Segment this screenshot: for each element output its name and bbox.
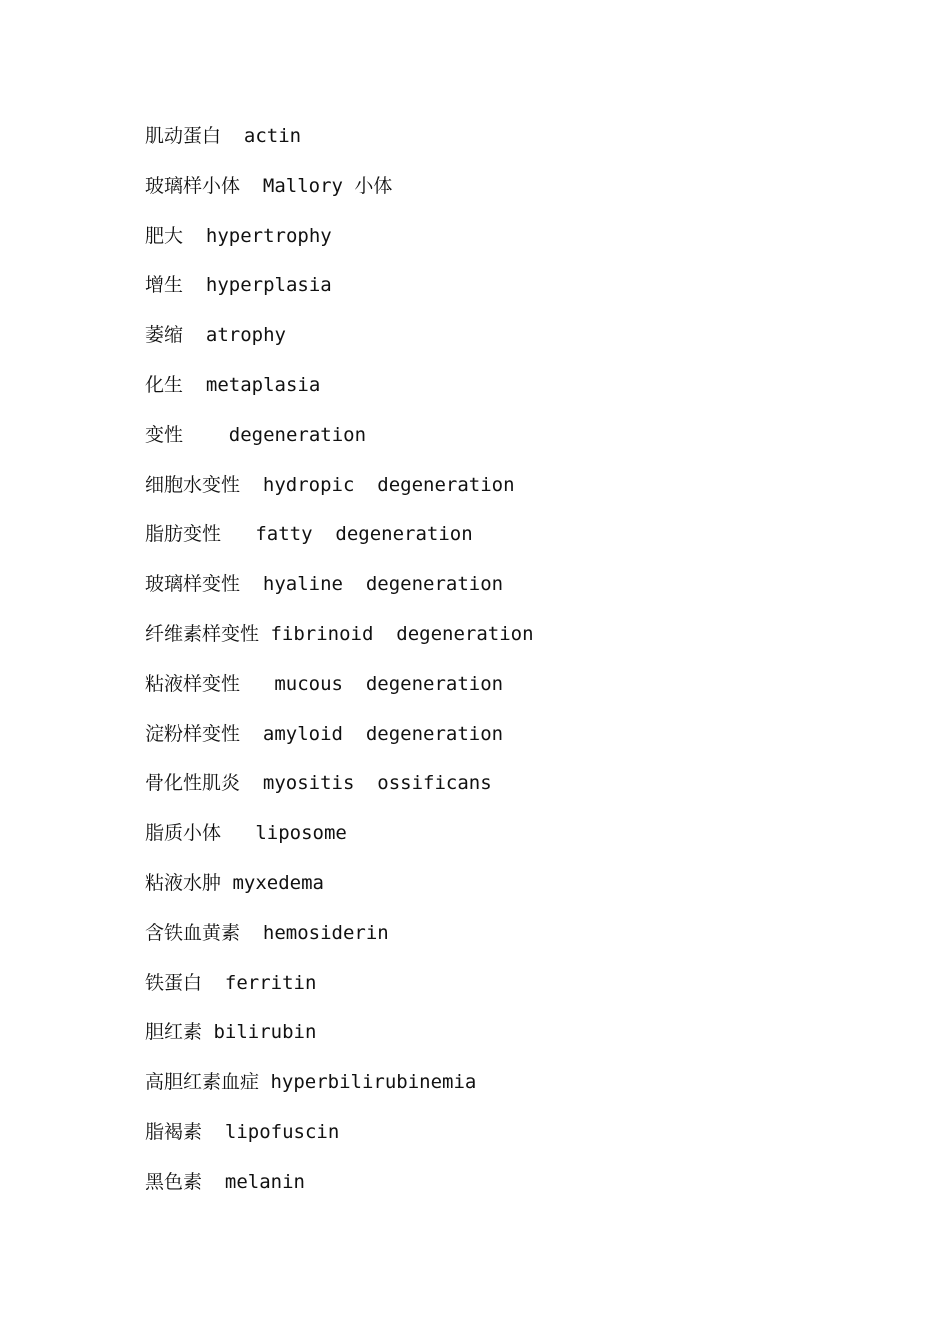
glossary-entry-bilirubin: 胆红素 bilirubin <box>145 1021 317 1044</box>
glossary-entry-hyperplasia: 增生 hyperplasia <box>145 274 332 297</box>
glossary-entry-atrophy: 萎缩 atrophy <box>145 324 286 347</box>
glossary-entry-hyperbilirubinemia: 高胆红素血症 hyperbilirubinemia <box>145 1071 477 1094</box>
glossary-entry-amyloid-degeneration: 淀粉样变性 amyloid degeneration <box>145 722 504 745</box>
glossary-entry-hemosiderin: 含铁血黄素 hemosiderin <box>145 921 389 944</box>
glossary-list <box>145 121 905 1217</box>
glossary-entry-actin: 肌动蛋白 actin <box>145 125 302 147</box>
glossary-entry-hypertrophy: 肥大 hypertrophy <box>145 224 332 247</box>
glossary-entry-hydropic-degeneration: 细胞水变性 hydropic degeneration <box>145 473 515 496</box>
glossary-entry-metaplasia: 化生 metaplasia <box>145 373 321 396</box>
glossary-entry-mucous-degeneration: 粘液样变性 mucous degeneration <box>145 672 504 695</box>
glossary-entry-hyaline-degeneration: 玻璃样变性 hyaline degeneration <box>145 573 504 596</box>
glossary-entry-degeneration: 变性 degeneration <box>145 423 367 446</box>
glossary-entry-myositis-ossificans: 骨化性肌炎 myositis ossificans <box>145 772 492 795</box>
glossary-entry-fatty-degeneration: 脂肪变性 fatty degeneration <box>145 523 473 546</box>
glossary-entry-liposome: 脂质小体 liposome <box>145 822 347 845</box>
glossary-entry-lipofuscin: 脂褐素 lipofuscin <box>145 1120 340 1143</box>
glossary-entry-mallory-body: 玻璃样小体 Mallory 小体 <box>145 174 393 197</box>
glossary-entry-myxedema: 粘液水肿 myxedema <box>145 871 324 894</box>
glossary-entry-fibrinoid-degeneration: 纤维素样变性 fibrinoid degeneration <box>145 622 534 645</box>
glossary-entry-ferritin: 铁蛋白 ferritin <box>145 971 317 994</box>
glossary-entry-melanin: 黑色素 melanin <box>145 1170 305 1193</box>
